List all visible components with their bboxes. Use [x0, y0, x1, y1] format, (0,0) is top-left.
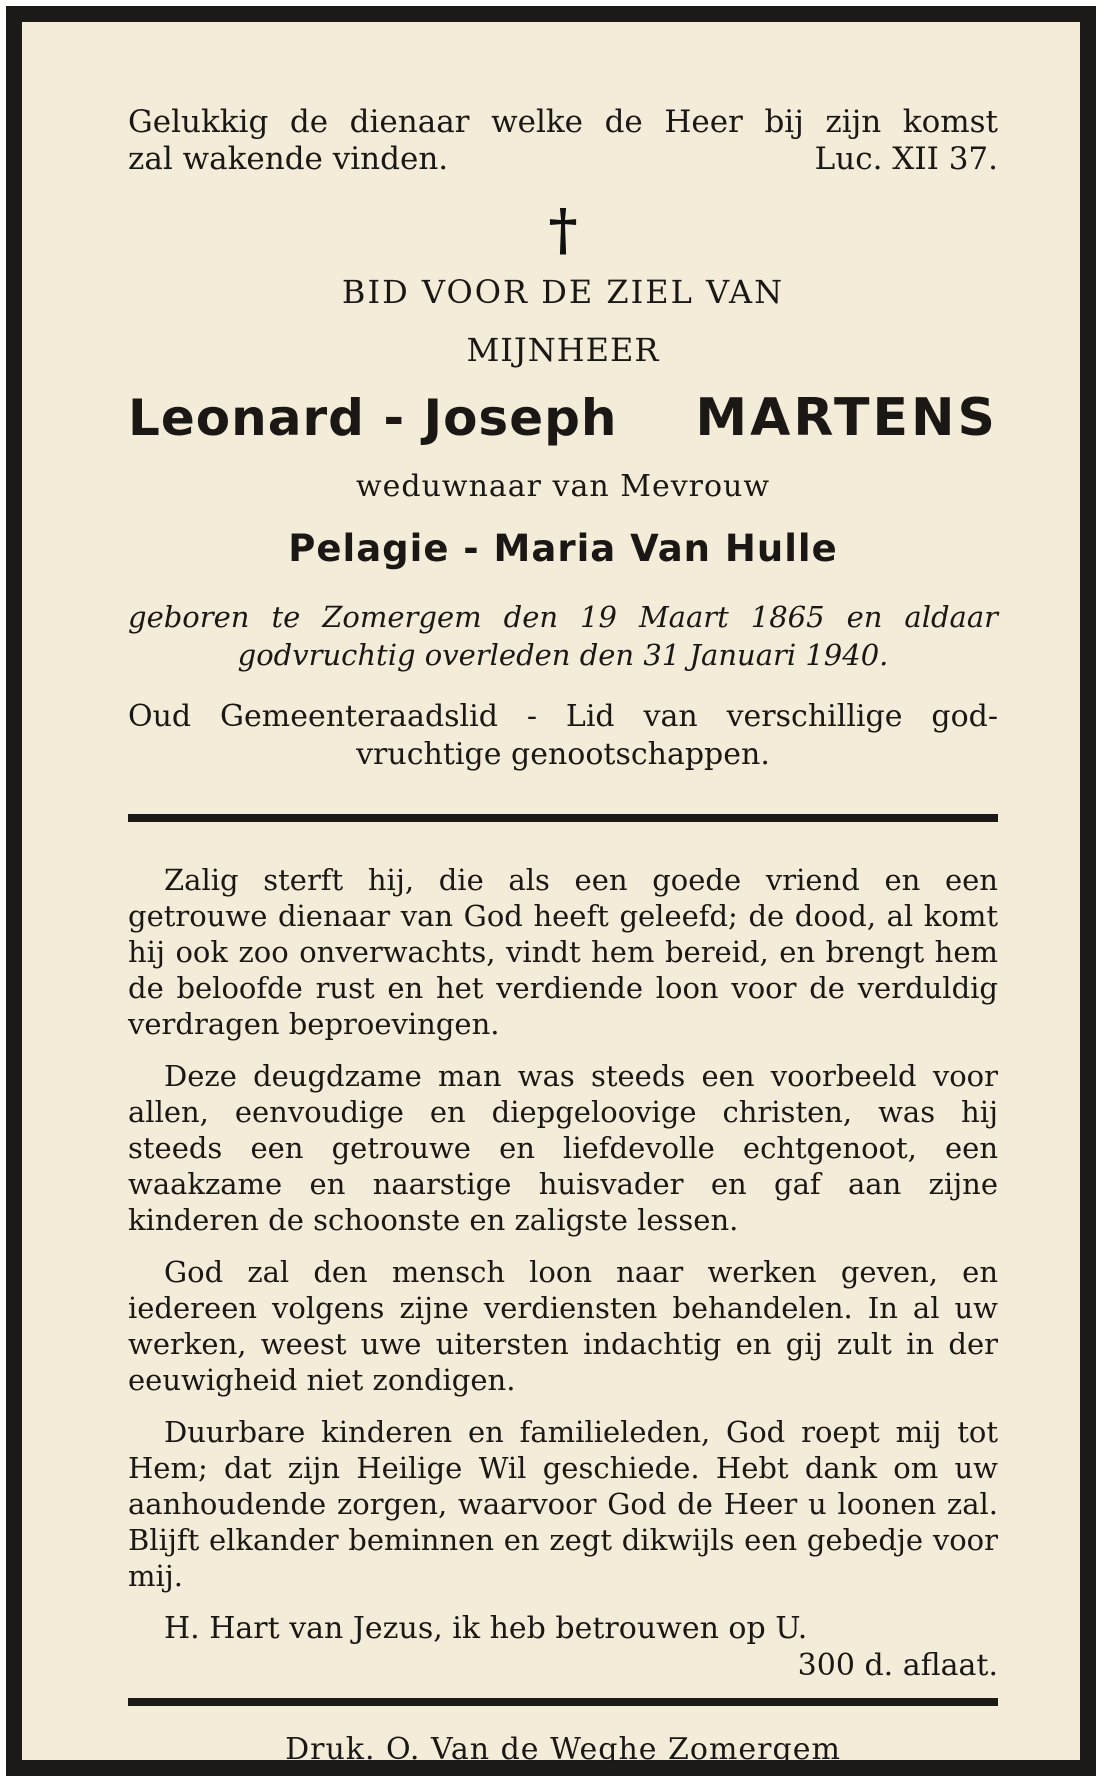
wife-name: Pelagie - Maria Van Hulle — [288, 527, 838, 570]
birth-death-info — [128, 598, 998, 674]
body-text — [128, 862, 998, 1594]
occupation-line-1: Oud Gemeenteraadslid - Lid van verschillige god- — [128, 699, 998, 734]
deceased-first-names: Leonard - Joseph — [128, 389, 618, 447]
epigraph-text: zal wakende vinden. — [128, 141, 449, 177]
printer-credit: Druk. O. Van de Weghe Zomergem — [285, 1732, 841, 1767]
paragraph: Deze deugdzame man was steeds een voorbeeld voor allen, eenvoudige en diepgeloovige christen, was hij steeds een getrouwe en liefdevolle echtgenoot, een waakzame en naarstige huisvader en gaf aan zijne kinderen de schoonste en zaligste lessen. — [128, 1059, 998, 1237]
epigraph-line-2 — [128, 141, 998, 178]
card-content — [128, 104, 998, 1767]
epigraph — [128, 104, 998, 178]
divider-bottom — [128, 1698, 998, 1706]
paragraph: God zal den mensch loon naar werken geven, en iedereen volgens zijne verdiensten behandelen. In al uw werken, weest uwe uitersten indachtig en gij zult in der eeuwigheid niet zondigen. — [128, 1255, 998, 1397]
prayer-heading: BID VOOR DE ZIEL VAN — [341, 273, 785, 311]
paragraph: Zalig sterft hij, die als een goede vriend en een getrouwe dienaar van God heeft geleefd; de dood, al komt hij ook zoo onverwachts, vindt hem bereid, en brengt hem de beloofde rust en het verdiende loon voor de verduldig verdragen beproevingen. — [128, 863, 998, 1041]
divider-top — [128, 814, 998, 822]
closing-prayer: H. Hart van Jezus, ik heb betrouwen op U. — [164, 1611, 808, 1646]
cross-icon: † — [548, 197, 578, 263]
deceased-name — [128, 388, 998, 448]
memorial-card — [6, 6, 1096, 1776]
birth-line: geboren te Zomergem den 19 Maart 1865 en aldaar — [128, 600, 998, 634]
deceased-surname: MARTENS — [695, 388, 998, 448]
paragraph: Duurbare kinderen en familieleden, God roept mij tot Hem; dat zijn Heilige Wil geschiede. Hebt dank om uw aanhoudende zorgen, waarvoor God de Heer u loonen zal. Blijft elkander beminnen en zegt dikwijls een gebedje voor mij. — [128, 1415, 998, 1593]
epigraph-reference: Luc. XII 37. — [814, 141, 998, 177]
death-line: godvruchtig overleden den 31 Januari 1940. — [237, 638, 889, 672]
indulgence: 300 d. aflaat. — [797, 1648, 998, 1683]
occupation — [128, 698, 998, 774]
occupation-line-2: vruchtige genootschappen. — [356, 737, 770, 772]
honorific: MIJNHEER — [466, 331, 660, 369]
epigraph-line-1: Gelukkig de dienaar welke de Heer bij zijn komst — [128, 104, 998, 140]
widower-line: weduwnaar van Mevrouw — [355, 469, 771, 504]
